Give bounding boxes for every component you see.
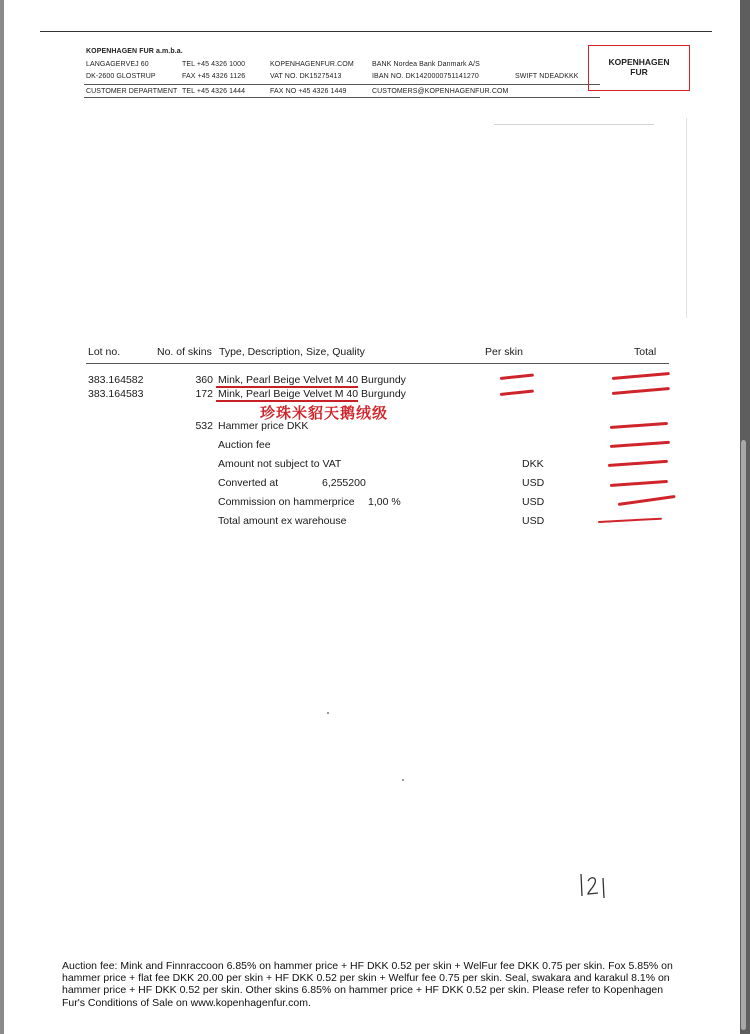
total-label: Total amount ex warehouse [218, 515, 347, 527]
total-currency: USD [522, 515, 545, 527]
address-line-1: LANGAGERVEJ 60 [86, 61, 149, 68]
table-header-rule [86, 363, 669, 364]
handwritten-note [576, 872, 616, 905]
swift-code: SWIFT NDEADKKK [515, 73, 579, 80]
tel-department: TEL +45 4326 1444 [182, 88, 246, 95]
vat-number: VAT NO. DK15275413 [270, 73, 342, 80]
auction-fee-footnote: Auction fee: Mink and Finnraccoon 6.85% on hammer price + HF DKK 0.52 per skin + WelFur fee DKK 0.75 per skin. Fox 5.85% on hammer price + flat fee DKK 20.00 per skin + HF DKK 0.52 per skin + Welfur fee 0.75 per skin. Seal, swakara and karakul 8.1% on hammer price + HF DKK 0.52 per skin. Other skins 6.85% on hammer price + HF DKK 0.52 per skin. Please refer to Kopenhagen Fur's Conditions of Sale on www.kopenhagenfur.com. [62, 960, 673, 1009]
hammer-price-label: Hammer price DKK [218, 420, 309, 432]
scan-artifact [494, 124, 654, 125]
col-header-total: Total [634, 346, 657, 358]
address-line-2: DK-2600 GLOSTRUP [86, 73, 156, 80]
invoice-page [4, 0, 740, 1034]
row1-description: Mink, Pearl Beige Velvet M 40 Burgundy [218, 374, 406, 386]
commission-percent: 1,00 % [368, 496, 401, 508]
col-header-lot: Lot no. [88, 346, 121, 358]
logo-line-2: FUR [630, 67, 648, 77]
header-bottom-rule [84, 97, 600, 98]
commission-label: Commission on hammerprice [218, 496, 355, 508]
not-vat-currency: DKK [522, 458, 544, 470]
col-header-per-skin: Per skin [485, 346, 523, 358]
iban-number: IBAN NO. DK1420000751141270 [372, 73, 479, 80]
fax-department: FAX NO +45 4326 1449 [270, 88, 347, 95]
row1-skins: 360 [195, 374, 213, 386]
converted-label: Converted at [218, 477, 279, 489]
row2-skins: 172 [195, 388, 213, 400]
company-logo [588, 45, 690, 91]
customer-email: CUSTOMERS@KOPENHAGENFUR.COM [372, 88, 509, 95]
total-skins-count: 532 [195, 420, 213, 432]
scan-dot [327, 712, 329, 714]
commission-currency: USD [522, 496, 545, 508]
viewer-scrollbar[interactable] [740, 0, 750, 1034]
tel-main: TEL +45 4326 1000 [182, 61, 246, 68]
converted-currency: USD [522, 477, 545, 489]
row2-description: Mink, Pearl Beige Velvet M 40 Burgundy [218, 388, 406, 400]
scan-artifact [686, 118, 687, 318]
not-vat-label: Amount not subject to VAT [218, 458, 342, 470]
col-header-description: Type, Description, Size, Quality [219, 346, 365, 358]
auction-fee-label: Auction fee [218, 439, 271, 451]
website: KOPENHAGENFUR.COM [270, 61, 354, 68]
bank-name: BANK Nordea Bank Danmark A/S [372, 61, 480, 68]
handwritten-121-mark [576, 872, 616, 900]
header-top-rule [40, 31, 712, 32]
handwritten-chinese-annotation: 珍珠米貂天鹅绒级 [260, 404, 389, 422]
company-name: KOPENHAGEN FUR a.m.b.a. [86, 48, 183, 55]
row2-lot: 383.164583 [88, 388, 144, 400]
department-label: CUSTOMER DEPARTMENT [86, 88, 178, 95]
exchange-rate: 6,255200 [322, 477, 366, 489]
fax-main: FAX +45 4326 1126 [182, 73, 246, 80]
col-header-skins: No. of skins [157, 346, 212, 358]
header-divider-rule [84, 84, 600, 85]
row1-lot: 383.164582 [88, 374, 144, 386]
scan-dot [402, 779, 404, 781]
logo-line-1: KOPENHAGEN [608, 57, 670, 67]
